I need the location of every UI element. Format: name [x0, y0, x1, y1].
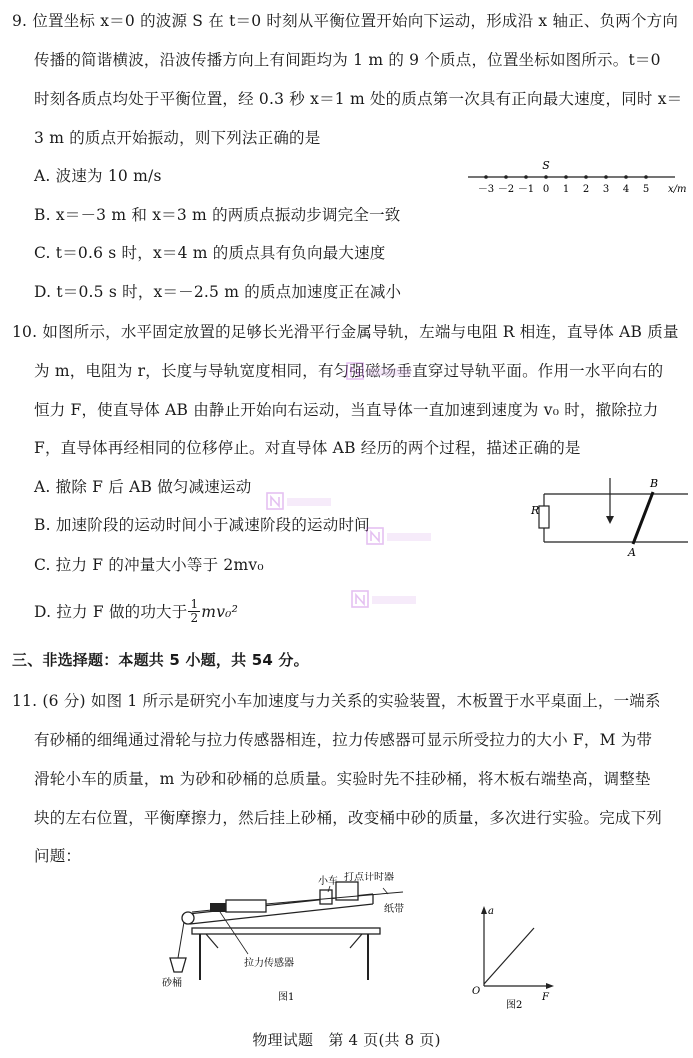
page-footer: 物理试题 第 4 页(共 8 页): [252, 1031, 441, 1049]
q10-option-c: C. 拉力 F 的冲量大小等于 2mv₀: [34, 556, 264, 574]
q11-figure-1: [158, 872, 420, 1012]
q9-stem-line-2: 传播的简谐横波，沿波传播方向上有间距均为 1 m 的 9 个质点，位置坐标如图所示。t＝0: [34, 51, 661, 69]
q10-stem-line-2: 为 m，电阻为 r，长度与导轨宽度相同，有匀强磁场垂直穿过导轨平面。作用一水平向右的: [34, 362, 664, 380]
q9-tick-label: －2: [497, 184, 515, 195]
q10-option-d-fraction: [188, 598, 200, 625]
cart: [226, 900, 266, 912]
q10-label-b: B: [650, 477, 659, 490]
q11-stem-line-2: 有砂桶的细绳通过滑轮与拉力传感器相连，拉力传感器可显示所受拉力的大小 F，M 为带: [34, 731, 653, 749]
watermark-logo: [350, 588, 420, 612]
fig2-label-f: F: [542, 992, 549, 1003]
q10-fraction-denominator: 2: [190, 611, 199, 625]
sand-bucket: [170, 958, 186, 972]
q10-stem-line-1: 10. 如图所示，水平固定放置的足够长光滑平行金属导轨，左端与电阻 R 相连，直导体 AB 质量: [12, 323, 679, 341]
q10-option-a: A. 撤除 F 后 AB 做匀减速运动: [34, 478, 252, 496]
q9-tick-label: 2: [582, 184, 590, 195]
q9-option-b: B. x＝－3 m 和 x＝3 m 的两质点振动步调完全一致: [34, 206, 401, 224]
q11-stem-line-3: 滑轮小车的质量，m 为砂和砂桶的总质量。实验时先不挂砂桶，将木板右端垫高，调整垫: [34, 770, 651, 788]
q9-axis-unit: x/m: [668, 184, 687, 195]
fig2-label-a: a: [488, 906, 494, 917]
q10-stem-line-3: 恒力 F，使直导体 AB 由静止开始向右运动，当直导体一直加速到速度为 v₀ 时，撤除拉力: [34, 401, 659, 419]
q9-tick-label: 3: [602, 184, 610, 195]
fig1-label-car: 小车: [318, 876, 338, 887]
conductor-ab: [633, 492, 653, 544]
q9-source-label: S: [542, 159, 550, 172]
q11-stem-line-1: 11. (6 分) 如图 1 所示是研究小车加速度与力关系的实验装置，木板置于水平桌面上，一端系: [12, 692, 661, 710]
resistor-r: [539, 506, 549, 528]
q10-label-r: R: [531, 504, 540, 517]
q10-option-d: [34, 598, 238, 625]
q9-option-c: C. t＝0.6 s 时，x＝4 m 的质点具有负向最大速度: [34, 244, 386, 262]
section-3-heading: 三、非选择题：本题共 5 小题，共 54 分。: [12, 651, 309, 669]
watermark-logo: [265, 490, 335, 514]
q9-tick-label: 5: [642, 184, 650, 195]
force-sensor: [210, 903, 226, 912]
q9-tick-label: 1: [562, 184, 570, 195]
q11-stem-line-5: 问题：: [34, 847, 82, 865]
q10-fraction-numerator: 1: [190, 597, 199, 611]
q10-option-b: B. 加速阶段的运动时间小于减速阶段的运动时间: [34, 516, 370, 534]
watermark-logo: [365, 525, 435, 549]
q9-stem-line-4: 3 m 的质点开始振动，则下列法正确的是: [34, 129, 321, 147]
q9-stem-line-3: 时刻各质点均处于平衡位置，经 0.3 秒 x＝1 m 处的质点第一次具有正向最大速度，同时 x＝: [34, 90, 683, 108]
q10-label-a: A: [628, 546, 636, 559]
fig1-label-tape: 纸带: [384, 904, 404, 915]
fig1-label-bucket: 砂桶: [162, 978, 182, 989]
q10-circuit-figure: [530, 472, 693, 562]
q9-tick-label: 4: [622, 184, 630, 195]
watermark-logo: [345, 360, 415, 384]
fig2-caption: 图2: [506, 1000, 523, 1011]
q10-option-d-prefix: D. 拉力 F 做的功大于: [34, 602, 188, 621]
q9-tick-label: －3: [477, 184, 495, 195]
q11-stem-line-4: 块的左右位置，平衡摩擦力，然后挂上砂桶，改变桶中砂的质量，多次进行实验。完成下列: [34, 809, 663, 827]
q10-stem-line-4: F，直导体再经相同的位移停止。对直导体 AB 经历的两个过程，描述正确的是: [34, 439, 581, 457]
fig1-label-sensor: 拉力传感器: [244, 958, 294, 969]
fig1-label-timer: 打点计时器: [344, 872, 394, 883]
q9-option-d: D. t＝0.5 s 时，x＝－2.5 m 的质点加速度正在减小: [34, 283, 402, 301]
q10-option-d-suffix: mv₀²: [201, 602, 238, 621]
fig2-a-f-line: [484, 928, 534, 984]
q9-stem-line-1: 9. 位置坐标 x＝0 的波源 S 在 t＝0 时刻从平衡位置开始向下运动，形成沿 x 轴正、负两个方向: [12, 12, 679, 30]
q9-tick-label: －1: [517, 184, 535, 195]
q11-figure-2: [468, 900, 558, 1020]
q9-axis-figure: [460, 155, 690, 197]
fig1-caption: 图1: [278, 992, 295, 1003]
q9-tick-label: 0: [542, 184, 550, 195]
fig2-label-o: O: [472, 986, 481, 997]
q9-option-a: A. 波速为 10 m/s: [34, 167, 162, 185]
